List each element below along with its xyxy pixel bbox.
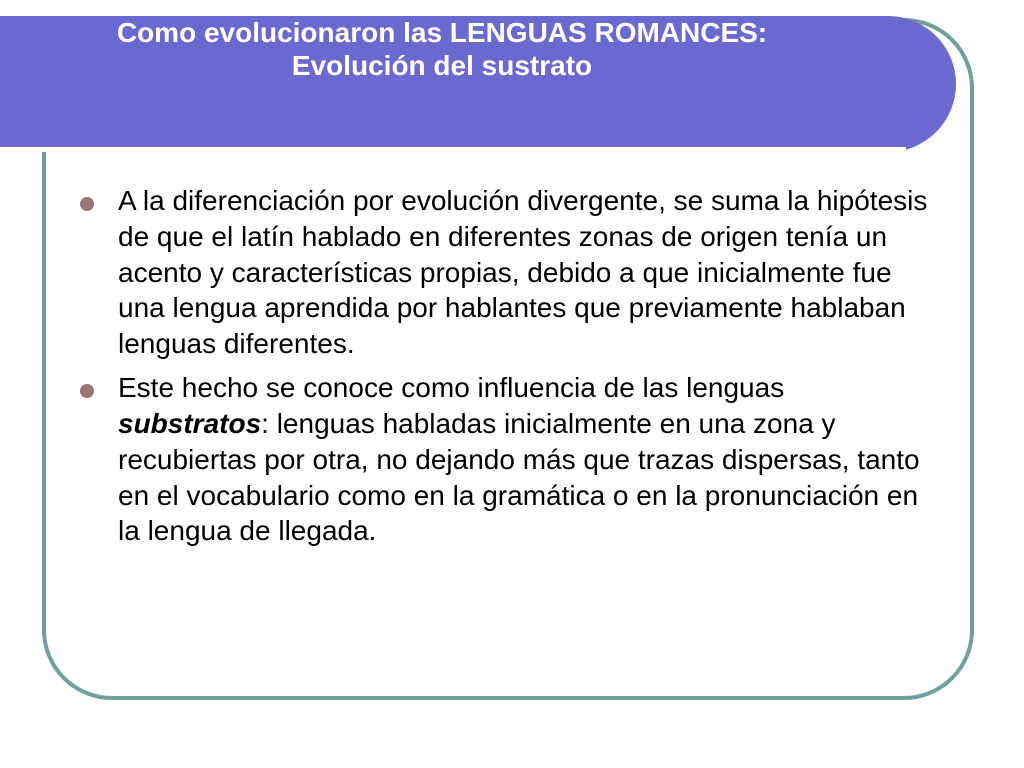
title-line-2: Evolución del sustrato [291, 50, 593, 82]
title-line-1: Como evolucionaron las LENGUAS ROMANCES: [116, 17, 768, 48]
slide-title [0, 16, 884, 82]
bullet-text-2-suffix: : lenguas habladas inicialmente en una zona y recubiertas por otra, no dejando más que trazas dispersas, tanto en el vocabulario como en la gramática o en la pronunciación en la lengua de llegada. [118, 407, 920, 547]
title-divider [0, 147, 906, 152]
bullet-item-2 [80, 370, 940, 549]
bullet-icon [80, 197, 94, 211]
bullet-text-2-emphasis: substratos [118, 407, 262, 439]
bullet-text-1: A la diferenciación por evolución divergente, se suma la hipótesis de que el latín hablado en diferentes zonas de origen tenía un acento y características propias, debido a que inicialmente fue una lengua aprendida por hablantes que previamente hablaban lenguas diferentes. [118, 185, 928, 360]
bullet-item-1 [80, 183, 940, 362]
bullet-text-2-prefix: Este hecho se conoce como influencia de las lenguas [118, 372, 785, 404]
bullet-icon [80, 384, 94, 398]
bullet-list [80, 183, 940, 557]
